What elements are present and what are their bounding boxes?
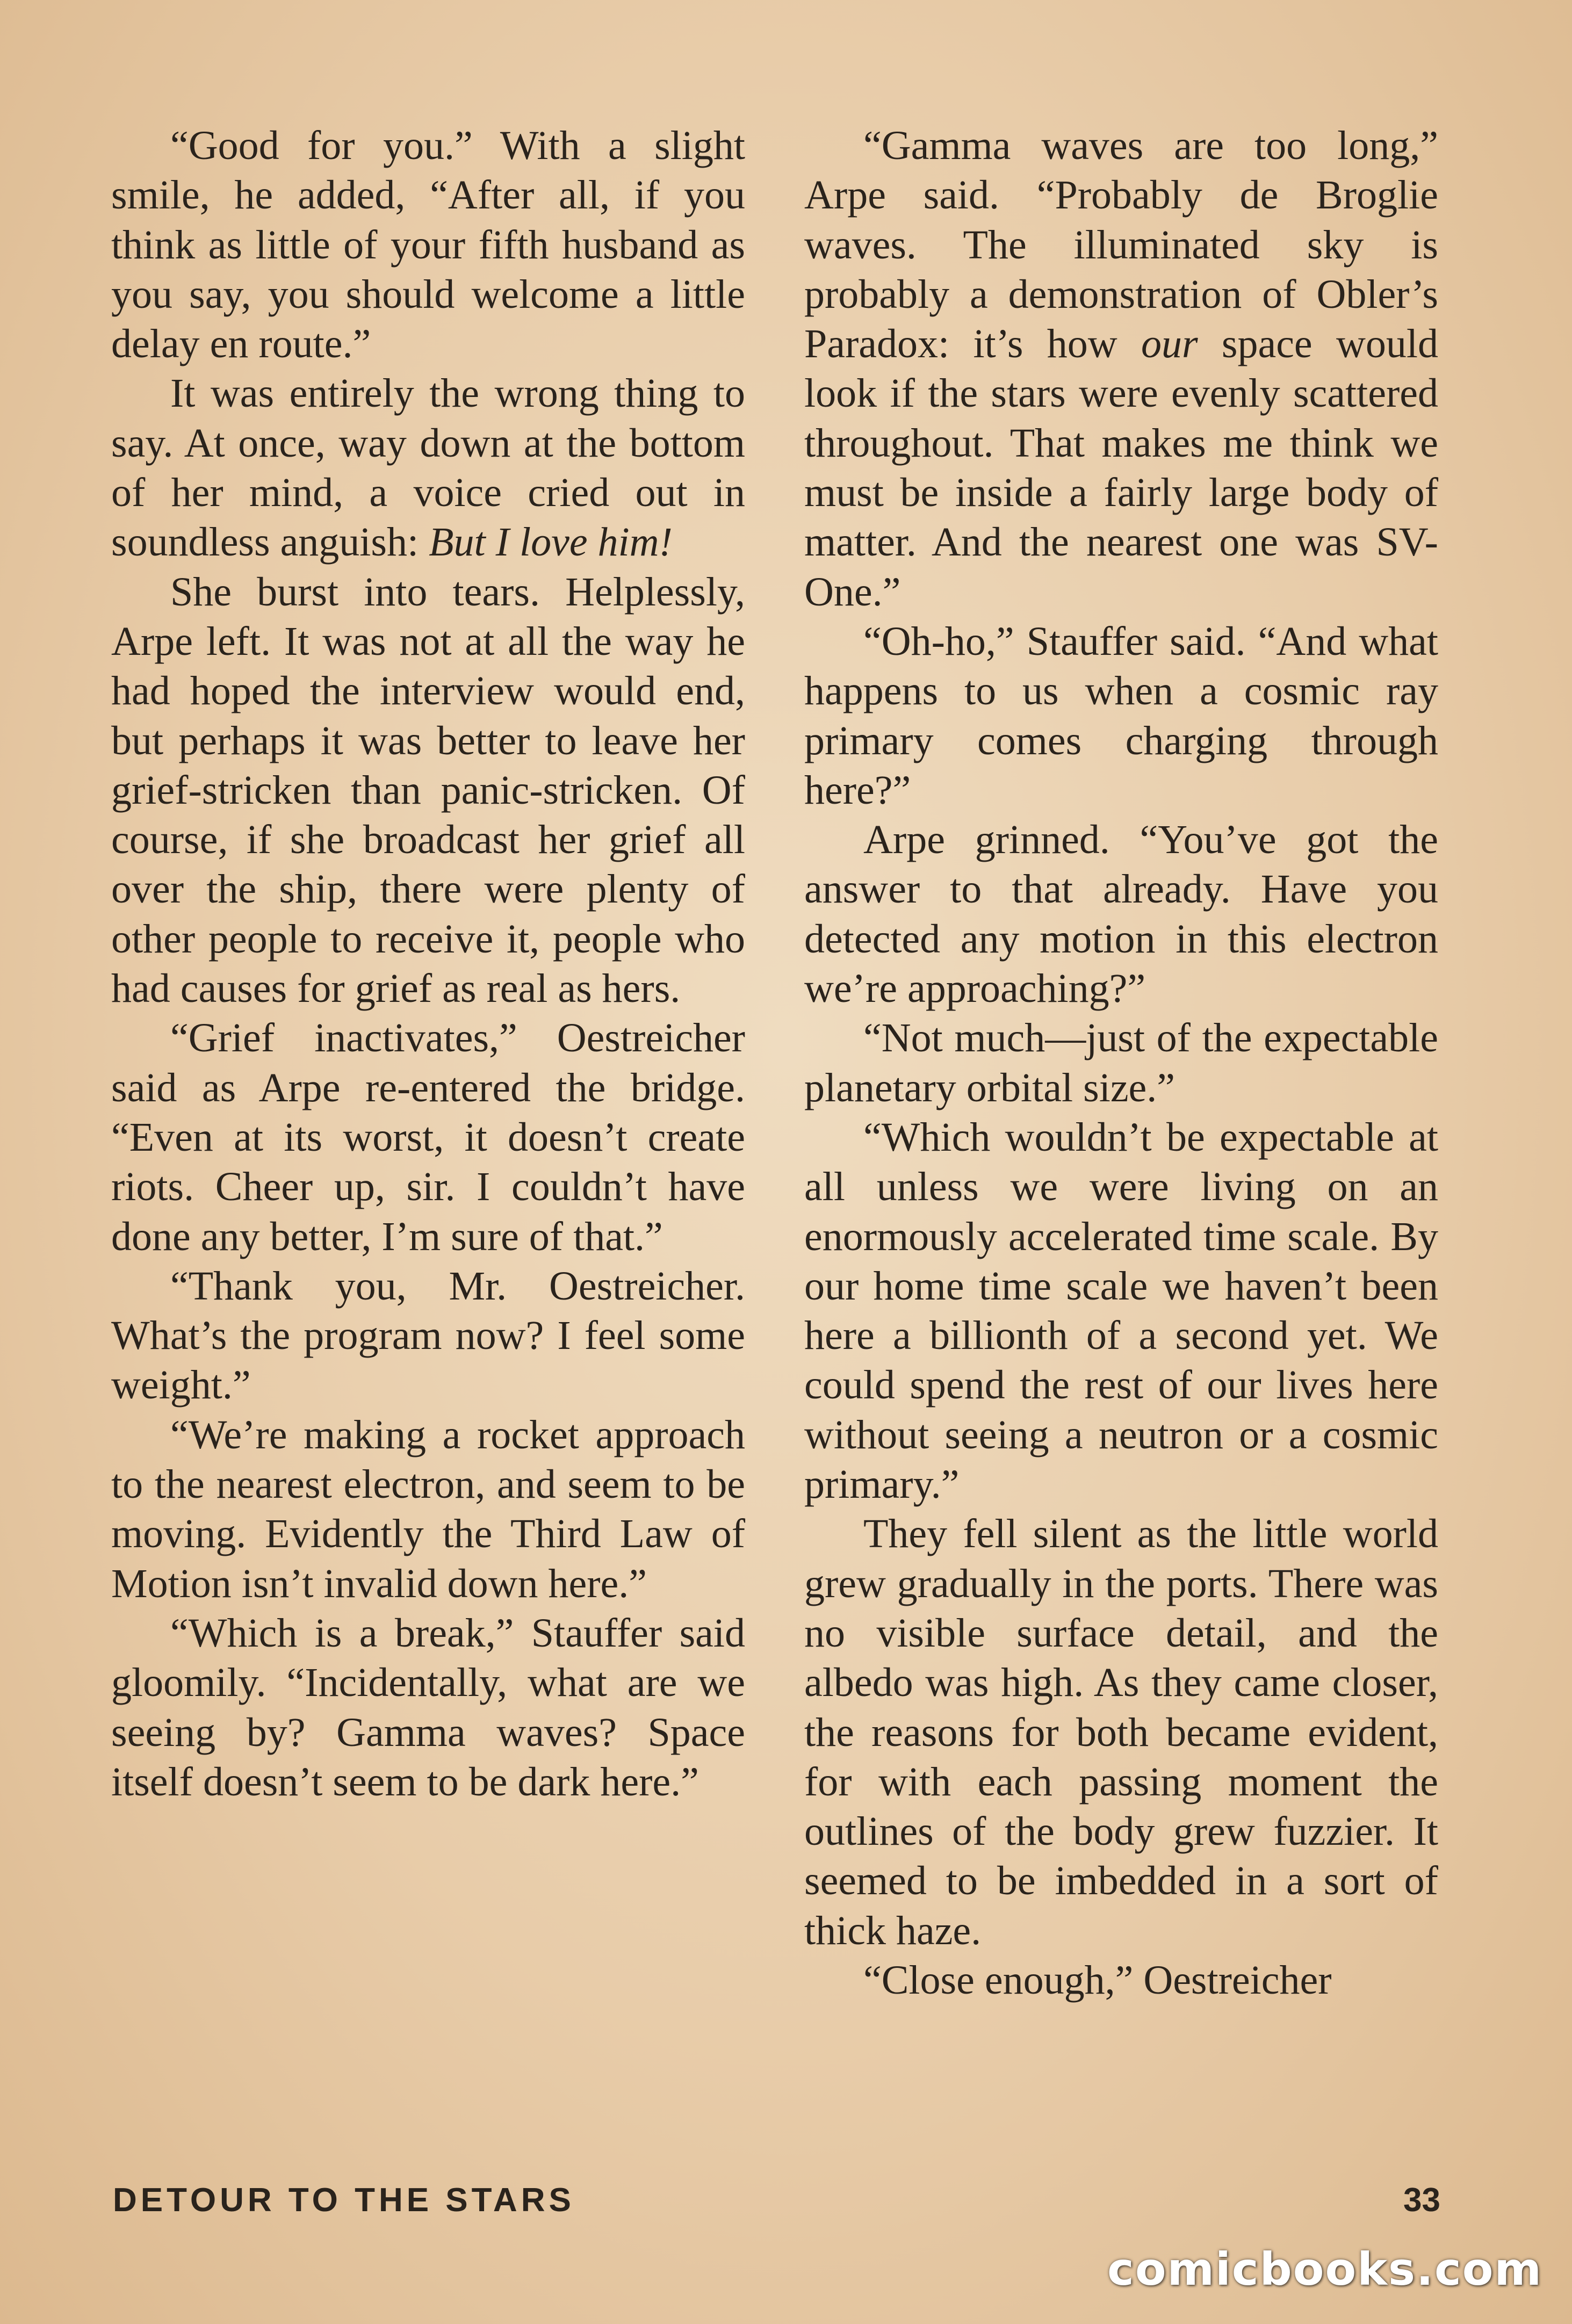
paragraph: “Not much—just of the expectable planetary orbital size.” (804, 1015, 1438, 1110)
paragraph: Arpe grinned. “You’ve got the answer to that already. Have you detected any motion in this electron we’re approaching?” (804, 817, 1438, 1012)
paragraph: “Gamma waves are too long,” Arpe said. “Probably de Broglie waves. The illuminated sky is probably a demonstration of Obler’s Paradox: it’s how our space would look if the stars were evenly scattered throughout. That makes me think we must be inside a fairly large body of matter. And the nearest one was SV-One.” (804, 123, 1438, 615)
paragraph: “We’re making a rocket approach to the nearest electron, and seem to be moving. Evidently the Third Law of Motion isn’t invalid down here.” (111, 1412, 745, 1606)
paragraph: “Grief inactivates,” Oestreicher said as Arpe re-entered the bridge. “Even at its worst, it doesn’t create riots. Cheer up, sir. I couldn’t have done any better, I’m sure of that.” (111, 1015, 745, 1259)
paragraph: “Close enough,” Oestreicher (863, 1957, 1332, 2003)
paragraph: They fell silent as the little world grew gradually in the ports. There was no visible surface detail, and the albedo was high. As they came closer, the reasons for both became evident, for with each passing moment the outlines of the body grew fuzzier. It seemed to be imbedded in a sort of thick haze. (804, 1511, 1438, 1953)
site-watermark: comicbooks.com (1107, 2243, 1542, 2296)
paragraph: “Oh-ho,” Stauffer said. “And what happens to us when a cosmic ray primary comes charging through here?” (804, 618, 1438, 813)
paragraph: She burst into tears. Helplessly, Arpe left. It was not at all the way he had hoped the interview would end, but perhaps it was better to leave her grief-stricken than panic-stricken. Of course, if she broadcast her grief all over the ship, there were plenty of other people to receive it, people who had causes for grief as real as hers. (111, 569, 745, 1012)
left-text-column (111, 121, 745, 1807)
paragraph: “Which wouldn’t be expectable at all unless we were living on an enormously accelerated time scale. By our home time scale we haven’t been here a billionth of a second yet. We could spend the rest of our lives here without seeing a neutron or a cosmic primary.” (804, 1114, 1438, 1507)
paragraph: “Thank you, Mr. Oestreicher. What’s the program now? I feel some weight.” (111, 1263, 745, 1408)
paragraph: It was entirely the wrong thing to say. At once, way down at the bottom of her mind, a voice cried out in soundless anguish: But I love him! (111, 371, 745, 565)
paragraph: “Which is a break,” Stauffer said gloomily. “Incidentally, what are we seeing by? Gamma waves? Space itself doesn’t seem to be dark here.” (111, 1610, 745, 1805)
paragraph: “Good for you.” With a slight smile, he added, “After all, if you think as little of your fifth husband as you say, you should welcome a little delay en route.” (111, 123, 745, 367)
running-title: DETOUR TO THE STARS (113, 2182, 575, 2219)
right-text-column (804, 121, 1438, 2005)
page-number: 33 (1403, 2182, 1440, 2219)
